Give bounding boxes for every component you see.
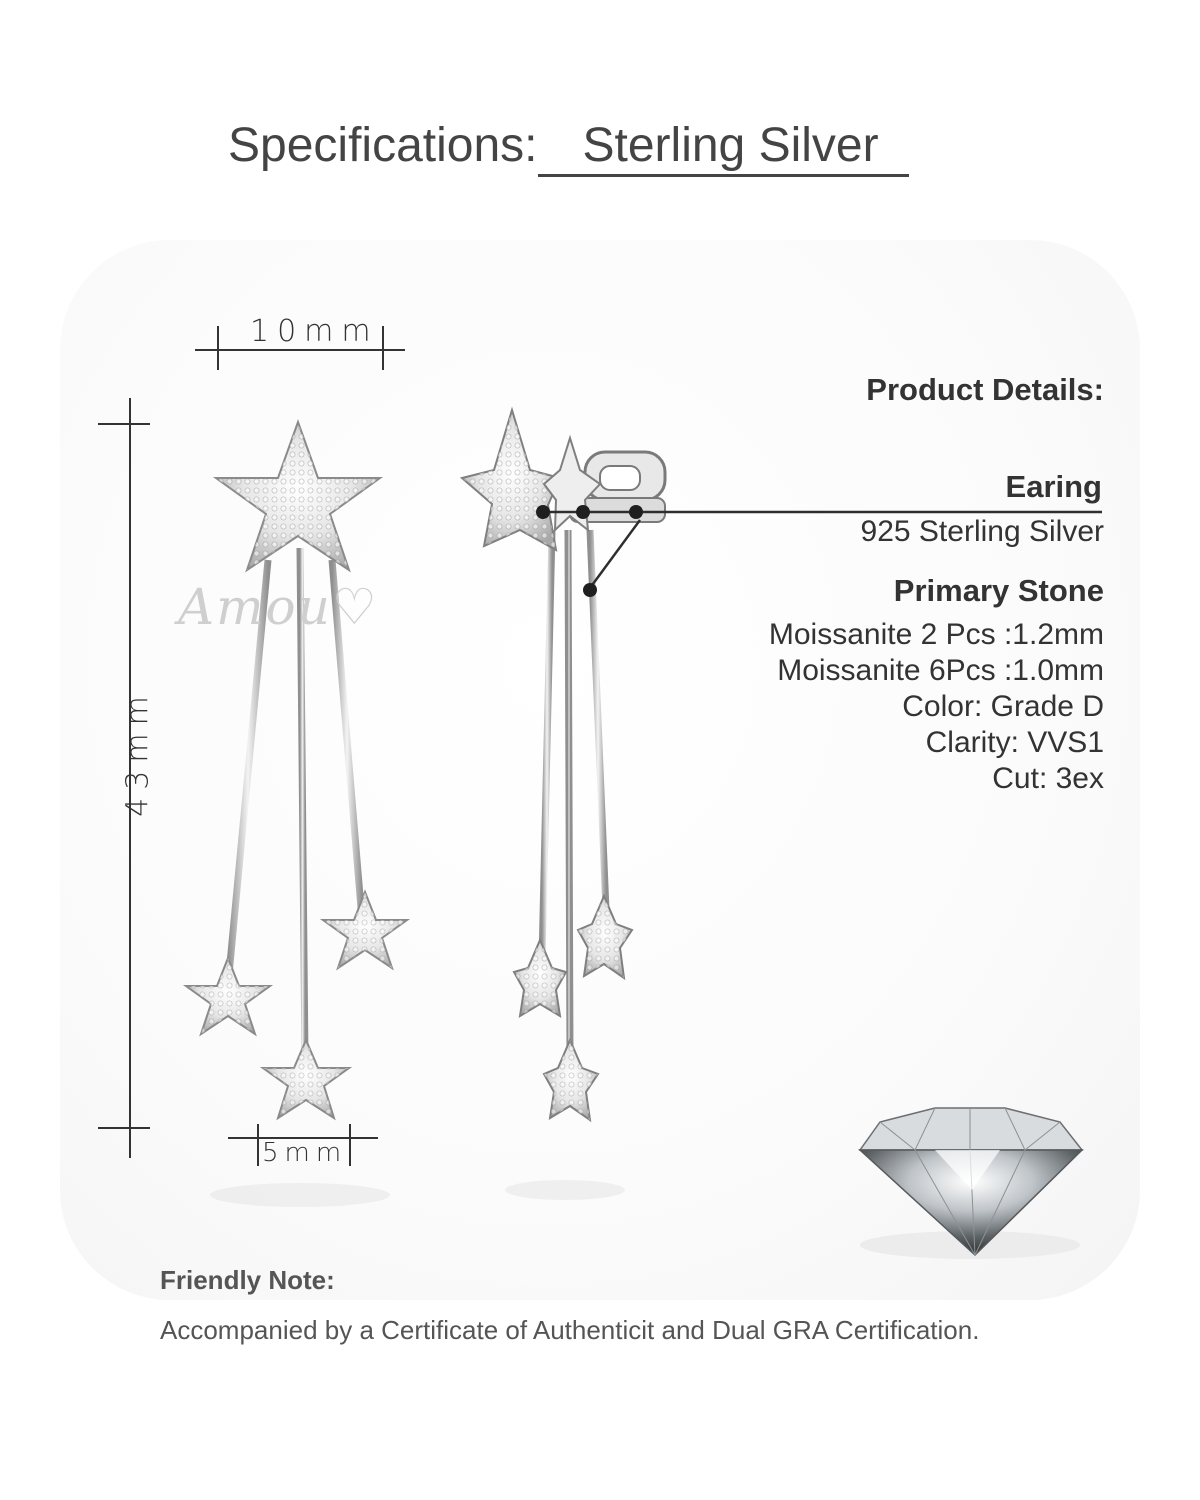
dimension-height-label: 43mm [120, 688, 156, 817]
earing-heading: Earing [1005, 469, 1102, 504]
product-details-heading [866, 372, 1104, 408]
dimension-width-top-label: 10mm [250, 314, 379, 349]
title-prefix: Specifications: [228, 119, 538, 172]
stone-spec-line: Cut: 3ex [992, 762, 1104, 795]
earing-material [861, 514, 1104, 550]
diamond-icon [860, 1108, 1082, 1259]
stone-spec-line: Moissanite 6Pcs :1.0mm [777, 654, 1104, 687]
stone-spec-line: Clarity: VVS1 [925, 726, 1104, 759]
friendly-note-text: Accompanied by a Certificate of Authenticit and Dual GRA Certification. [160, 1315, 980, 1345]
title-material: Sterling Silver [538, 118, 909, 177]
brand-watermark: Amou♡ [178, 578, 379, 636]
watermark-text: Amou [178, 578, 332, 636]
details-heading-text: Product Details: [866, 372, 1104, 407]
stone-heading: Primary Stone [893, 573, 1104, 608]
stone-spec-line: Color: Grade D [902, 690, 1104, 723]
reflection [210, 1180, 625, 1207]
dimension-width-bottom-label: 5mm [262, 1138, 348, 1168]
earing-material-text: 925 Sterling Silver [860, 515, 1104, 548]
earring-front-view [186, 422, 407, 1118]
stone-spec-list [769, 617, 1104, 797]
primary-stone-section [894, 573, 1104, 609]
stone-spec-line: Moissanite 2 Pcs :1.2mm [768, 618, 1104, 651]
friendly-note-title: Friendly Note: [160, 1265, 335, 1295]
earing-section [1006, 469, 1104, 505]
